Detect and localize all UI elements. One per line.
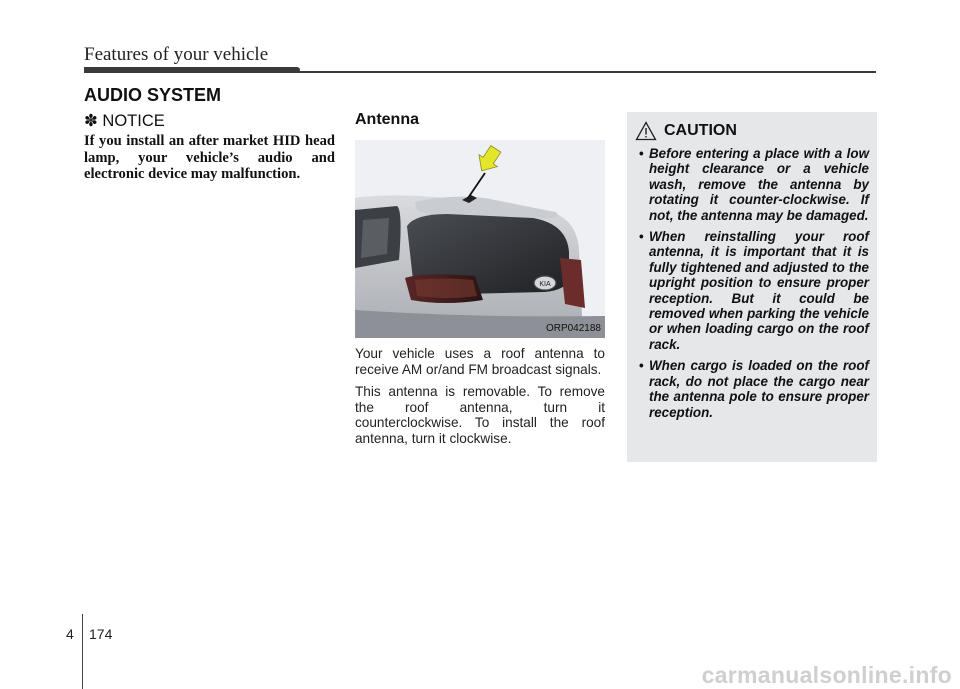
car-rear-roof-antenna-image [355, 140, 605, 338]
bullet-icon: • [639, 358, 644, 374]
caution-item-text: When cargo is loaded on the roof rack, do not place the cargo near the antenna pole to ensure proper reception. [649, 358, 869, 420]
notice-title: ✽ NOTICE [84, 112, 165, 130]
antenna-description [355, 346, 605, 453]
figure-code: ORP042188 [545, 323, 601, 334]
header-rule [84, 71, 876, 73]
site-watermark: carmanualsonline.info [701, 662, 952, 688]
page-header-title: Features of your vehicle [84, 44, 269, 65]
caution-item [639, 358, 869, 420]
caution-item [639, 146, 869, 223]
bullet-icon: • [639, 229, 644, 245]
warning-triangle-icon [635, 121, 657, 141]
caution-box [627, 112, 877, 462]
section-title: AUDIO SYSTEM [84, 85, 222, 105]
page-number: 174 [89, 626, 113, 642]
notice-text: If you install an after market HID head lamp, your vehicle’s audio and electronic device may malfunction. [84, 133, 335, 183]
caution-item [639, 229, 869, 352]
antenna-heading: Antenna [355, 111, 419, 128]
bullet-icon: • [639, 146, 644, 161]
caution-item-text: When reinstalling your roof antenna, it is important that it is fully tightened and adjusted to the upright position to ensure proper reception. But it could be removed when parking the vehicle or when loading cargo on the roof rack. [649, 229, 869, 352]
antenna-illustration [355, 140, 605, 338]
caution-title: CAUTION [664, 122, 737, 139]
antenna-paragraph-1: Your vehicle uses a roof antenna to receive AM or/and FM broadcast signals. [355, 346, 605, 377]
chapter-number: 4 [66, 626, 74, 642]
caution-header [635, 121, 737, 141]
footer-divider [82, 614, 83, 689]
caution-item-text: Before entering a place with a low height clearance or a vehicle wash, remove the antenna by rotating it counter-clockwise. If not, the antenna may be damaged. [649, 146, 869, 223]
caution-list [639, 146, 869, 426]
antenna-paragraph-2: This antenna is removable. To remove the roof antenna, turn it counterclockwise. To install the roof antenna, turn it clockwise. [355, 384, 605, 446]
svg-text:KIA: KIA [539, 281, 551, 288]
